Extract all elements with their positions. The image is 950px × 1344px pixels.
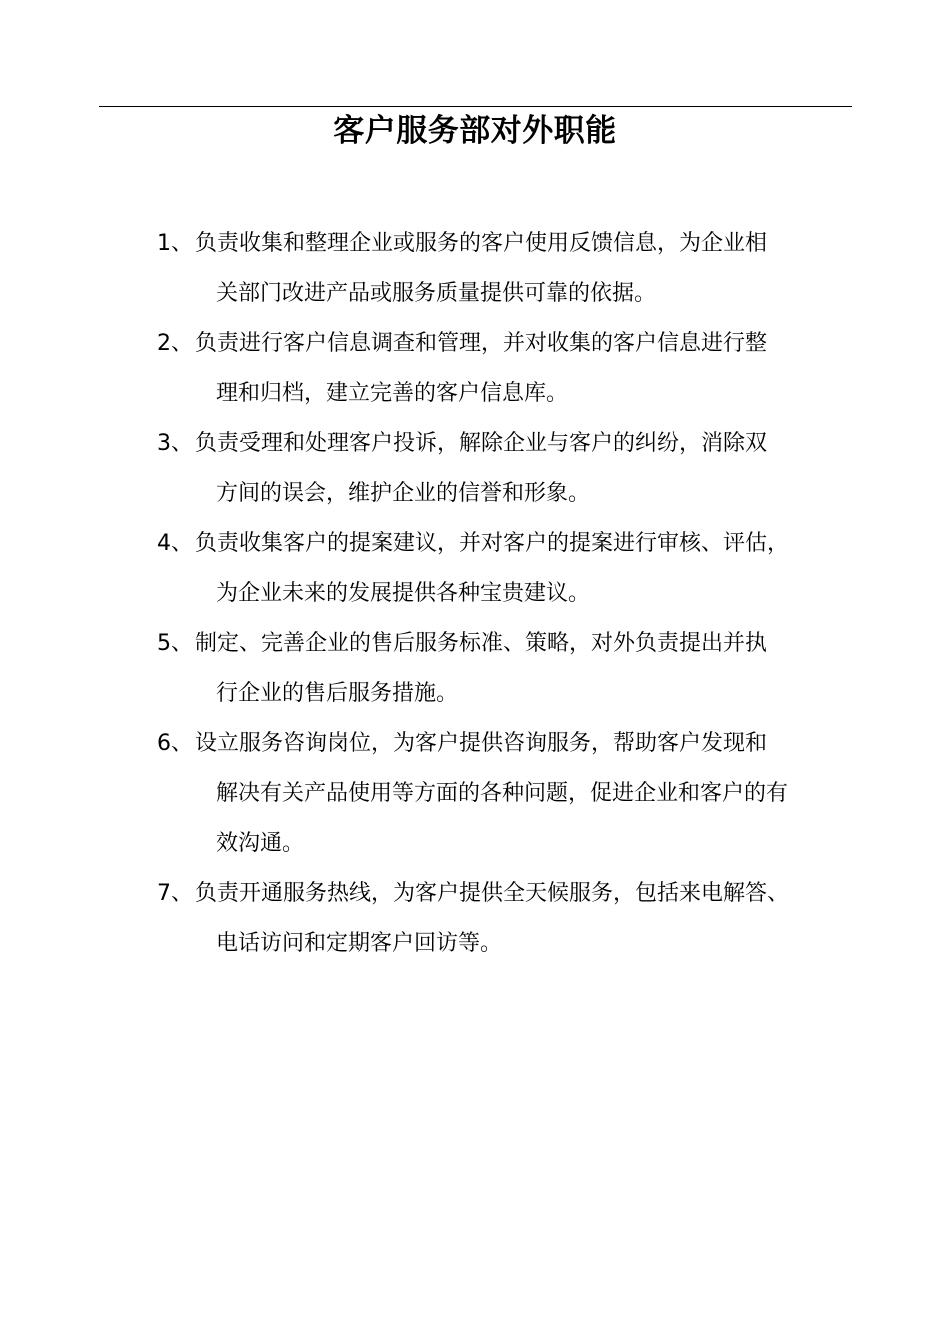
list-item [157, 719, 857, 869]
list-item [157, 219, 857, 319]
item-number: 7、 [157, 881, 193, 906]
item-text-line: 关部门改进产品或服务质量提供可靠的依据。 [216, 281, 657, 306]
list-item [157, 869, 857, 969]
item-text-line: 制定、完善企业的售后服务标准、策略，对外负责提出并执 [195, 631, 768, 656]
item-text-line: 行企业的售后服务措施。 [216, 681, 459, 706]
page-title: 客户服务部对外职能 [333, 113, 617, 149]
item-number: 5、 [157, 631, 193, 656]
item-number: 4、 [157, 531, 193, 556]
item-text-line: 负责开通服务热线，为客户提供全天候服务，包括来电解答、 [195, 881, 790, 906]
duty-list [157, 219, 857, 969]
list-item [157, 419, 857, 519]
item-text-line: 为企业未来的发展提供各种宝贵建议。 [216, 581, 591, 606]
item-number: 2、 [157, 331, 193, 356]
item-text-line: 负责收集和整理企业或服务的客户使用反馈信息，为企业相 [195, 231, 768, 256]
item-text-line: 设立服务咨询岗位，为客户提供咨询服务，帮助客户发现和 [195, 731, 768, 756]
item-text-line: 理和归档，建立完善的客户信息库。 [216, 381, 569, 406]
item-number: 3、 [157, 431, 193, 456]
item-text-line: 效沟通。 [216, 831, 305, 856]
item-text-line: 负责受理和处理客户投诉，解除企业与客户的纠纷，消除双 [195, 431, 768, 456]
item-text-line: 电话访问和定期客户回访等。 [216, 931, 503, 956]
item-text-line: 方间的误会，维护企业的信誉和形象。 [216, 481, 591, 506]
list-item [157, 319, 857, 419]
item-number: 6、 [157, 731, 193, 756]
item-number: 1、 [157, 231, 193, 256]
header-rule [99, 106, 852, 107]
item-text-line: 负责收集客户的提案建议，并对客户的提案进行审核、评估， [195, 531, 790, 556]
list-item [157, 619, 857, 719]
item-text-line: 解决有关产品使用等方面的各种问题，促进企业和客户的有 [216, 781, 789, 806]
item-text-line: 负责进行客户信息调查和管理，并对收集的客户信息进行整 [195, 331, 768, 356]
list-item [157, 519, 857, 619]
